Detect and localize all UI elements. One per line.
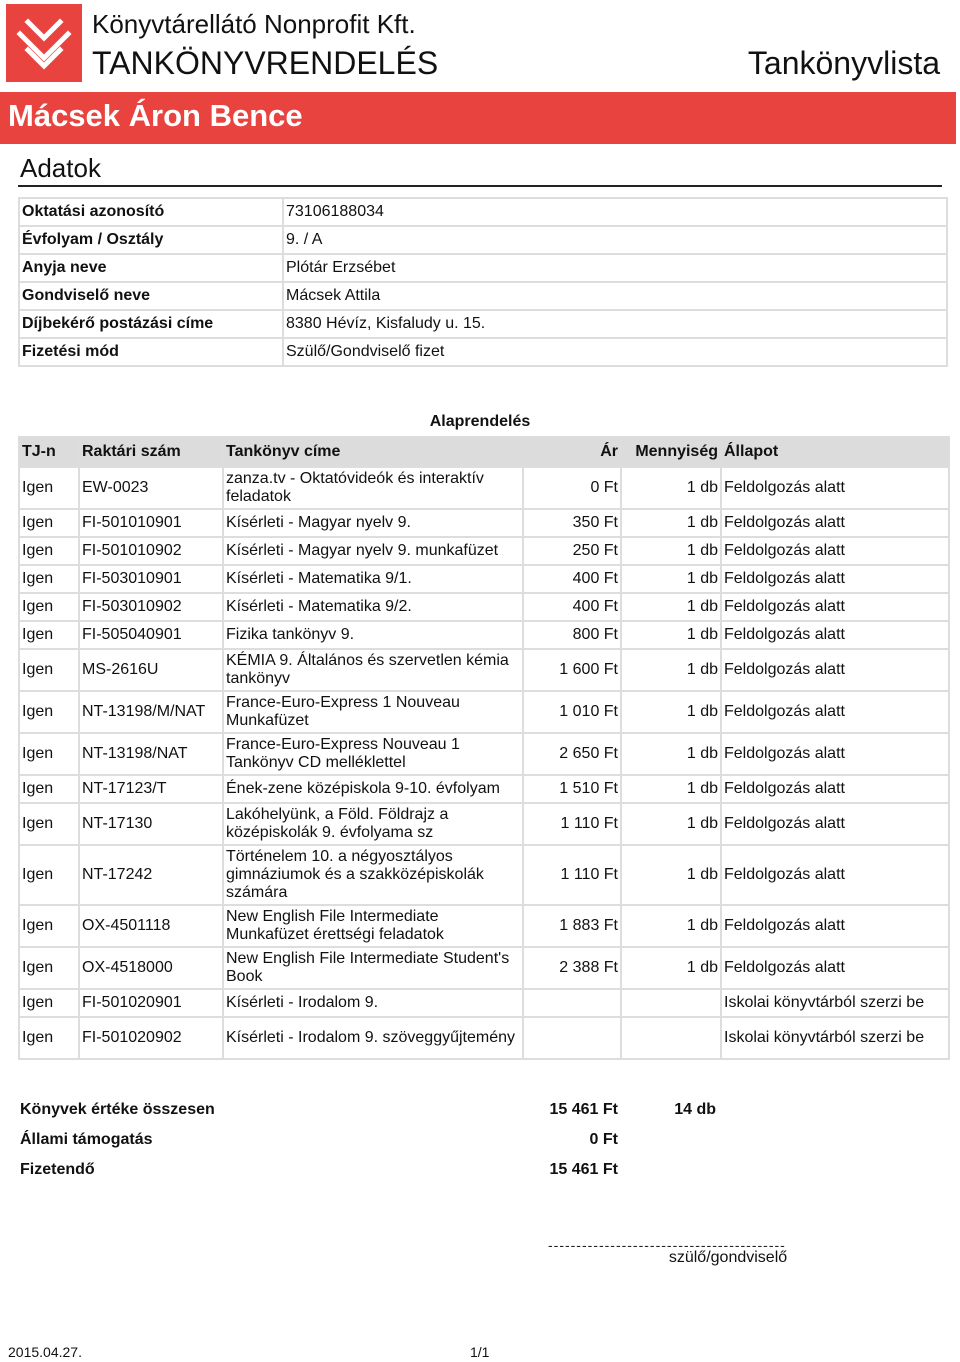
table-row bbox=[19, 1017, 949, 1059]
qty-cell bbox=[621, 989, 721, 1017]
status-cell: Feldolgozás alatt bbox=[721, 733, 949, 775]
title-cell: zanza.tv - Oktatóvideók és interaktív feladatok bbox=[223, 467, 523, 509]
code-cell: NT-17242 bbox=[79, 845, 223, 905]
books-total-qty: 14 db bbox=[674, 1101, 716, 1118]
table-row bbox=[19, 905, 949, 947]
title-cell: Lakóhelyünk, a Föld. Földrajz a középiskolák 9. évfolyama sz bbox=[223, 803, 523, 845]
qty-cell bbox=[621, 1017, 721, 1059]
signature-label: szülő/gondviselő bbox=[668, 1249, 788, 1266]
tj-cell: Igen bbox=[19, 989, 79, 1017]
info-value: 9. / A bbox=[283, 226, 947, 254]
tj-cell: Igen bbox=[19, 565, 79, 593]
status-cell: Feldolgozás alatt bbox=[721, 621, 949, 649]
title-cell: France-Euro-Express 1 Nouveau Munkafüzet bbox=[223, 691, 523, 733]
price-cell: 400 Ft bbox=[523, 565, 621, 593]
qty-cell: 1 db bbox=[621, 905, 721, 947]
qty-cell: 1 db bbox=[621, 775, 721, 803]
tj-cell: Igen bbox=[19, 691, 79, 733]
tj-cell: Igen bbox=[19, 733, 79, 775]
code-cell: NT-17130 bbox=[79, 803, 223, 845]
tj-cell: Igen bbox=[19, 467, 79, 509]
title-cell: Kísérleti - Matematika 9/1. bbox=[223, 565, 523, 593]
table-row bbox=[19, 565, 949, 593]
code-cell: NT-17123/T bbox=[79, 775, 223, 803]
status-cell: Feldolgozás alatt bbox=[721, 593, 949, 621]
tj-cell: Igen bbox=[19, 509, 79, 537]
tj-cell: Igen bbox=[19, 649, 79, 691]
info-label: Oktatási azonosító bbox=[19, 198, 283, 226]
qty-cell: 1 db bbox=[621, 947, 721, 989]
table-row bbox=[19, 775, 949, 803]
status-cell: Feldolgozás alatt bbox=[721, 537, 949, 565]
table-row bbox=[19, 621, 949, 649]
tj-cell: Igen bbox=[19, 1017, 79, 1059]
tj-cell: Igen bbox=[19, 621, 79, 649]
info-value: 8380 Hévíz, Kisfaludy u. 15. bbox=[283, 310, 947, 338]
document-title: TANKÖNYVRENDELÉS bbox=[92, 45, 439, 81]
status-cell: Feldolgozás alatt bbox=[721, 565, 949, 593]
status-cell: Feldolgozás alatt bbox=[721, 905, 949, 947]
qty-cell: 1 db bbox=[621, 803, 721, 845]
info-label: Díjbekérő postázási címe bbox=[19, 310, 283, 338]
info-row bbox=[19, 226, 947, 254]
info-value: Szülő/Gondviselő fizet bbox=[283, 338, 947, 366]
totals-row bbox=[18, 1125, 718, 1155]
qty-cell: 1 db bbox=[621, 537, 721, 565]
qty-cell: 1 db bbox=[621, 691, 721, 733]
info-row bbox=[19, 282, 947, 310]
table-row bbox=[19, 989, 949, 1017]
code-cell: NT-13198/NAT bbox=[79, 733, 223, 775]
title-cell: France-Euro-Express Nouveau 1 Tankönyv CD melléklettel bbox=[223, 733, 523, 775]
price-cell: 1 600 Ft bbox=[523, 649, 621, 691]
totals-table bbox=[18, 1095, 718, 1185]
title-cell: Ének-zene középiskola 9-10. évfolyam bbox=[223, 775, 523, 803]
book-list-table bbox=[18, 436, 950, 1060]
title-cell: Történelem 10. a négyosztályos gimnáziumok és a szakközépiskolák számára bbox=[223, 845, 523, 905]
price-cell: 1 110 Ft bbox=[523, 803, 621, 845]
status-cell: Iskolai könyvtárból szerzi be bbox=[721, 1017, 949, 1059]
code-cell: FI-503010901 bbox=[79, 565, 223, 593]
column-header: Tankönyv címe bbox=[223, 437, 523, 467]
info-label: Fizetési mód bbox=[19, 338, 283, 366]
totals-row bbox=[18, 1155, 718, 1185]
code-cell: OX-4501118 bbox=[79, 905, 223, 947]
status-cell: Iskolai könyvtárból szerzi be bbox=[721, 989, 949, 1017]
title-cell: Kísérleti - Irodalom 9. bbox=[223, 989, 523, 1017]
column-header: Raktári szám bbox=[79, 437, 223, 467]
status-cell: Feldolgozás alatt bbox=[721, 947, 949, 989]
title-cell: New English File Intermediate Student's Book bbox=[223, 947, 523, 989]
table-row bbox=[19, 509, 949, 537]
price-cell: 400 Ft bbox=[523, 593, 621, 621]
code-cell: FI-501020901 bbox=[79, 989, 223, 1017]
state-support-label: Állami támogatás bbox=[20, 1131, 153, 1148]
payable-label: Fizetendő bbox=[20, 1161, 95, 1178]
info-row bbox=[19, 310, 947, 338]
student-info-table bbox=[18, 197, 948, 367]
table-row bbox=[19, 803, 949, 845]
tj-cell: Igen bbox=[19, 803, 79, 845]
qty-cell: 1 db bbox=[621, 621, 721, 649]
signature-line: ------------------------------------------ bbox=[548, 1237, 786, 1253]
info-row bbox=[19, 254, 947, 282]
tj-cell: Igen bbox=[19, 947, 79, 989]
title-cell: Kísérleti - Matematika 9/2. bbox=[223, 593, 523, 621]
code-cell: FI-503010902 bbox=[79, 593, 223, 621]
qty-cell: 1 db bbox=[621, 593, 721, 621]
page-number: 1/1 bbox=[470, 1344, 490, 1360]
title-cell: Kísérleti - Irodalom 9. szöveggyűjtemény bbox=[223, 1017, 523, 1059]
tj-cell: Igen bbox=[19, 593, 79, 621]
table-row bbox=[19, 947, 949, 989]
code-cell: OX-4518000 bbox=[79, 947, 223, 989]
table-row bbox=[19, 733, 949, 775]
table-header-row bbox=[19, 437, 949, 467]
qty-cell: 1 db bbox=[621, 509, 721, 537]
code-cell: FI-505040901 bbox=[79, 621, 223, 649]
status-cell: Feldolgozás alatt bbox=[721, 845, 949, 905]
qty-cell: 1 db bbox=[621, 467, 721, 509]
status-cell: Feldolgozás alatt bbox=[721, 649, 949, 691]
price-cell: 2 388 Ft bbox=[523, 947, 621, 989]
column-header: TJ-n bbox=[19, 437, 79, 467]
column-header: Mennyiség bbox=[621, 437, 721, 467]
tj-cell: Igen bbox=[19, 537, 79, 565]
code-cell: FI-501010902 bbox=[79, 537, 223, 565]
column-header: Ár bbox=[523, 437, 621, 467]
section-title: Adatok bbox=[20, 153, 101, 183]
state-support-value: 0 Ft bbox=[589, 1131, 618, 1148]
table-row bbox=[19, 537, 949, 565]
code-cell: FI-501010901 bbox=[79, 509, 223, 537]
tj-cell: Igen bbox=[19, 775, 79, 803]
info-row bbox=[19, 338, 947, 366]
books-total-value: 15 461 Ft bbox=[549, 1101, 618, 1118]
student-name: Mácsek Áron Bence bbox=[8, 98, 303, 133]
code-cell: FI-501020902 bbox=[79, 1017, 223, 1059]
company-logo bbox=[6, 4, 82, 82]
table-row bbox=[19, 593, 949, 621]
qty-cell: 1 db bbox=[621, 733, 721, 775]
price-cell: 1 110 Ft bbox=[523, 845, 621, 905]
status-cell: Feldolgozás alatt bbox=[721, 803, 949, 845]
price-cell: 800 Ft bbox=[523, 621, 621, 649]
table-row bbox=[19, 467, 949, 509]
price-cell: 1 510 Ft bbox=[523, 775, 621, 803]
price-cell: 350 Ft bbox=[523, 509, 621, 537]
status-cell: Feldolgozás alatt bbox=[721, 691, 949, 733]
title-cell: New English File Intermediate Munkafüzet érettségi feladatok bbox=[223, 905, 523, 947]
price-cell: 0 Ft bbox=[523, 467, 621, 509]
document-type: Tankönyvlista bbox=[747, 45, 940, 81]
title-cell: Kísérleti - Magyar nyelv 9. bbox=[223, 509, 523, 537]
status-cell: Feldolgozás alatt bbox=[721, 467, 949, 509]
code-cell: MS-2616U bbox=[79, 649, 223, 691]
info-row bbox=[19, 198, 947, 226]
price-cell: 2 650 Ft bbox=[523, 733, 621, 775]
section-divider bbox=[18, 185, 942, 187]
price-cell bbox=[523, 989, 621, 1017]
price-cell: 250 Ft bbox=[523, 537, 621, 565]
code-cell: EW-0023 bbox=[79, 467, 223, 509]
books-total-label: Könyvek értéke összesen bbox=[20, 1101, 215, 1118]
tj-cell: Igen bbox=[19, 905, 79, 947]
price-cell: 1 010 Ft bbox=[523, 691, 621, 733]
tj-cell: Igen bbox=[19, 845, 79, 905]
print-date: 2015.04.27. bbox=[8, 1344, 82, 1360]
table-row bbox=[19, 845, 949, 905]
totals-row bbox=[18, 1095, 718, 1125]
status-cell: Feldolgozás alatt bbox=[721, 775, 949, 803]
info-value: Mácsek Attila bbox=[283, 282, 947, 310]
info-label: Anyja neve bbox=[19, 254, 283, 282]
title-cell: Fizika tankönyv 9. bbox=[223, 621, 523, 649]
qty-cell: 1 db bbox=[621, 845, 721, 905]
price-cell: 1 883 Ft bbox=[523, 905, 621, 947]
info-label: Évfolyam / Osztály bbox=[19, 226, 283, 254]
organization-name: Könyvtárellátó Nonprofit Kft. bbox=[92, 9, 416, 39]
payable-value: 15 461 Ft bbox=[549, 1161, 618, 1178]
info-value: 73106188034 bbox=[283, 198, 947, 226]
info-label: Gondviselő neve bbox=[19, 282, 283, 310]
status-cell: Feldolgozás alatt bbox=[721, 509, 949, 537]
code-cell: NT-13198/M/NAT bbox=[79, 691, 223, 733]
info-value: Plótár Erzsébet bbox=[283, 254, 947, 282]
title-cell: KÉMIA 9. Általános és szervetlen kémia tankönyv bbox=[223, 649, 523, 691]
qty-cell: 1 db bbox=[621, 565, 721, 593]
table-row bbox=[19, 649, 949, 691]
column-header: Állapot bbox=[721, 437, 949, 467]
price-cell bbox=[523, 1017, 621, 1059]
order-title: Alaprendelés bbox=[429, 413, 531, 430]
qty-cell: 1 db bbox=[621, 649, 721, 691]
student-name-bar bbox=[0, 92, 956, 144]
title-cell: Kísérleti - Magyar nyelv 9. munkafüzet bbox=[223, 537, 523, 565]
table-row bbox=[19, 691, 949, 733]
